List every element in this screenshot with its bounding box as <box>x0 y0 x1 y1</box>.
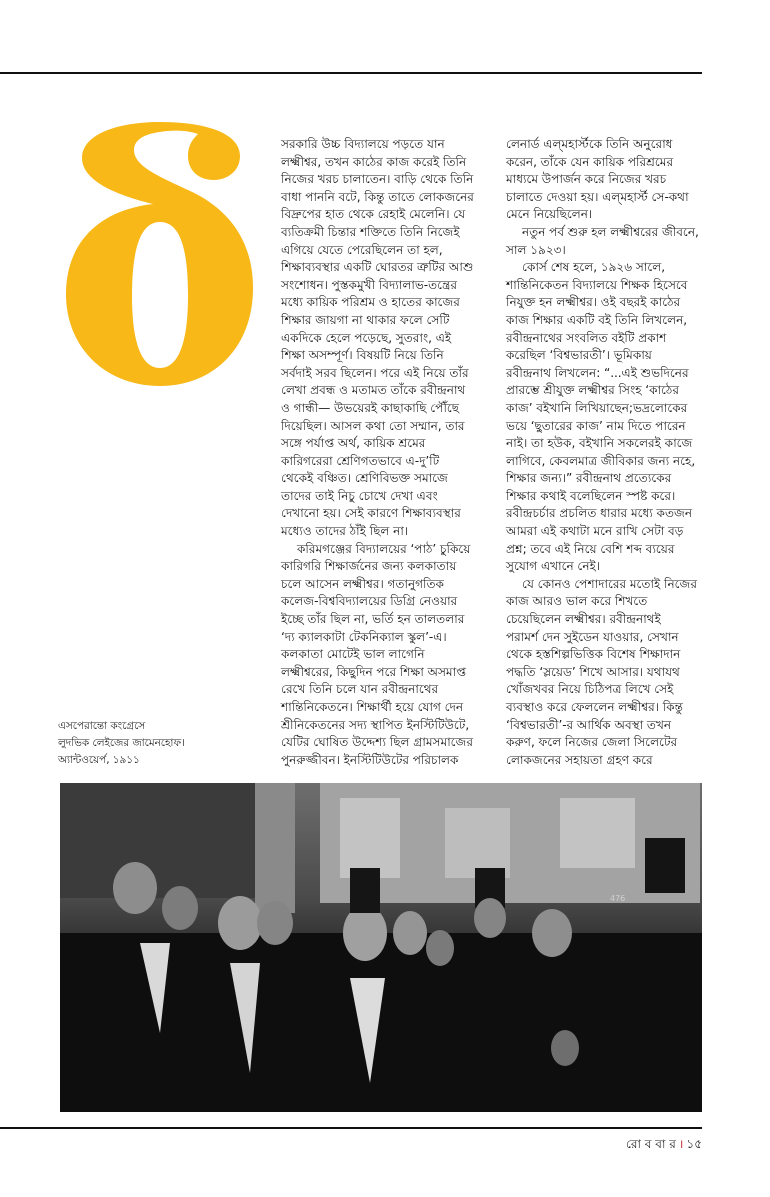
article-line: ও গান্ধী— উভয়েরই কাছাকাছি পৌঁছে <box>281 400 460 415</box>
facade-panel <box>560 798 635 868</box>
article-line: দিয়েছিল। আসল কথা তো সম্মান, তার <box>281 418 465 433</box>
article-line: চালাতে দেওয়া হয়। এল্‌মহার্স্ট সে-কথা <box>506 189 689 204</box>
article-line: ইচ্ছে তাঁর ছিল না, ভর্তি হন তালতলার <box>281 612 465 627</box>
article-column-right <box>506 136 756 769</box>
publication-name: রো ব বা র <box>626 1137 676 1151</box>
article-line: সঙ্গে পর্যাপ্ত অর্থ, কায়িক শ্রমের <box>281 436 426 451</box>
folio-separator: । <box>678 1137 684 1151</box>
article-line: লক্ষ্মীশ্বর, তখন কাঠের কাজ করেই তিনি <box>281 154 467 169</box>
article-line: শ্রীনিকেতনের সদ্য স্থাপিত ইনস্টিটিউটে, <box>281 717 470 732</box>
article-line: থেকেই বঞ্চিত। শ্রেণিবিভক্ত সমাজে <box>281 471 448 486</box>
article-line: তাদের তাই নিচু চোখে দেখা এবং <box>281 488 438 503</box>
article-line: পরামর্শ দেন সুইডেন যাওয়ার, সেখান <box>506 629 679 644</box>
article-line: মধ্যেও তাদের ঠাঁই ছিল না। <box>281 524 409 539</box>
article-line: শিক্ষার জন্য।” রবীন্দ্রনাথ প্রত্যেকের <box>506 471 672 486</box>
article-line: চলে আসেন লক্ষ্মীশ্বর। গতানুগতিক <box>281 576 444 591</box>
article-line: সুযোগ এখানে নেই। <box>506 559 601 574</box>
article-line: ব্যতিক্রমী চিন্তার শক্তিতে তিনি নিজেই <box>281 224 460 239</box>
article-line: লেনার্ড এল্‌মহার্স্টকে তিনি অনুরোধ <box>506 137 673 151</box>
article-line: দেখানো হয়। সেই কারণে শিক্ষাব্যবস্থার <box>281 506 461 521</box>
article-line: কোর্স শেষ হলে, ১৯২৬ সালে, <box>522 260 665 275</box>
article-line: ‘বিশ্বভারতী’-র আর্থিক অবস্থা তখন <box>506 717 672 732</box>
dropcap-glyph-icon <box>48 118 258 388</box>
article-line: একদিকে হেলে পড়েছে, সুতরাং, এই <box>281 330 452 345</box>
article-line: রেখে তিনি চলে যান রবীন্দ্রনাথের <box>281 682 439 697</box>
article-line: সর্বদাই সরব ছিলেন। পরে এই নিয়ে তাঁর <box>281 365 469 380</box>
caption-line: এসপেরান্তো কংগ্রেসে <box>58 720 146 732</box>
historical-photo <box>60 783 702 1112</box>
article-line: কাজ আরও ভাল করে শিখতে <box>506 594 648 609</box>
article-line: শিক্ষা অসম্পূর্ণ। বিষয়টি নিয়ে তিনি <box>281 348 444 363</box>
footer-rule <box>0 1127 702 1129</box>
facade-panel <box>445 808 510 878</box>
dropcap-numeral-text <box>48 388 49 389</box>
article-line: শিক্ষার জায়গা না থাকার ফলে সেটি <box>281 312 450 327</box>
article-line: নাই। তা হউক, বইখানি সকলেরই কাজে <box>506 436 693 451</box>
article-line: লোকজনের সহায়তা গ্রহণ করে <box>506 752 653 767</box>
article-line: সংশোধন। পুস্তকমুখী বিদ্যালাভ-তন্ত্রের <box>281 277 458 292</box>
article-line: পদ্ধতি ‘স্লয়েড’ শিখে আসার। যথাযথ <box>506 664 680 679</box>
article-line: সাল ১৯২৩। <box>506 242 566 257</box>
article-line: করিমগঞ্জের বিদ্যালয়ের ‘পাঠ’ চুকিয়ে <box>297 541 471 556</box>
article-line: করুণ, ফলে নিজের জেলা সিলেটের <box>506 735 678 750</box>
dropcap-numeral <box>48 118 258 388</box>
article-line: নতুন পর্ব শুরু হল লক্ষ্মীশ্বরের জীবনে, <box>522 224 699 239</box>
helmet-badge-number: 476 <box>610 894 626 903</box>
article-line: সরকারি উচ্চ বিদ্যালয়ে পড়তে যান <box>281 137 445 151</box>
article-line: নিযুক্ত হন লক্ষ্মীশ্বর। ওই বছরই কাঠের <box>506 295 681 310</box>
article-line: শিক্ষাব্যবস্থার একটি ঘোরতর ত্রুটির আশু <box>281 260 474 275</box>
article-line: নিজের খরচ চালাতেন। বাড়ি থেকে তিনি <box>281 172 474 187</box>
article-line: মেনে নিয়েছিলেন। <box>506 207 593 222</box>
article-line: ‘দ্য ক্যালকাটা টেকনিক্যাল স্কুল’-এ। <box>281 629 447 644</box>
article-line: রবীন্দ্রচর্চার প্রচলিত ধারার মধ্যে কতজন <box>506 506 692 521</box>
header-rule <box>0 72 702 74</box>
article-line: কলকাতা মোটেই ভাল লাগেনি <box>281 647 425 662</box>
photo-caption <box>58 718 258 769</box>
article-line: কাজ’ বইখানি লিখিয়াছেন;ভদ্রলোকের <box>506 400 688 415</box>
article-line: রবীন্দ্রনাথ লিখলেন: “...এই শুভদিনের <box>506 365 689 380</box>
article-line: যেটির ঘোষিত উদ্দেশ্য ছিল গ্রামসমাজের <box>281 735 473 750</box>
article-line: লক্ষ্মীশ্বরের, কিছুদিন পরে শিক্ষা অসমাপ্ত <box>281 664 467 679</box>
article-line: মাধ্যমে উপার্জন করে নিজের খরচ <box>506 172 667 187</box>
article-line: করেন, তাঁকে যেন কায়িক পরিশ্রমের <box>506 154 674 169</box>
article-line: করেছিল ‘বিশ্বভারতী’। ভূমিকায় <box>506 348 652 363</box>
article-line: কাজ শিক্ষার একটি বই তিনি লিখলেন, <box>506 312 688 327</box>
article-line: বিদ্রুপের হাত থেকে রেহাই মেলেনি। যে <box>281 207 466 222</box>
building-left <box>60 783 260 898</box>
article-line: কারিগরি শিক্ষার্জনের জন্য কলকাতায় <box>281 559 457 574</box>
article-line: প্রশ্ন; তবে এই নিয়ে বেশি শব্দ ব্যয়ের <box>506 541 675 556</box>
article-line: যে কোনও পেশাদারের মতোই নিজের <box>522 576 697 591</box>
article-line: প্রারম্ভে শ্রীযুক্ত লক্ষ্মীশ্বর সিংহ ‘কাঠের <box>506 383 679 398</box>
page-footer <box>626 1135 702 1156</box>
article-line: মধ্যে কায়িক পরিশ্রম ও হাতের কাজের <box>281 295 460 310</box>
article-line: লেখা প্রবন্ধ ও মতামত তাঁকে রবীন্দ্রনাথ <box>281 383 466 398</box>
article-line: আমরা এই কথাটা মনে রাখি সেটা বড় <box>506 524 684 539</box>
article-line: শান্তিনিকেতন বিদ্যালয়ে শিক্ষক হিসেবে <box>506 277 688 292</box>
article-line: কারিগরেরা শ্রেণিগতভাবে এ-দু’টি <box>281 453 440 468</box>
article-line: শান্তিনিকেতনে। শিক্ষার্থী হয়ে যোগ দেন <box>281 700 464 714</box>
article-line: বাধা পাননি বটে, কিন্তু তাতে লোকজনের <box>281 189 474 204</box>
article-line: কলেজ-বিশ্ববিদ্যালয়ের ডিগ্রি নেওয়ার <box>281 594 458 609</box>
article-line: খোঁজখবর নিয়ে চিঠিপত্র লিখে সেই <box>506 682 674 697</box>
caption-line: লুদভিক লেইজের জামেনহোফ। <box>58 737 185 749</box>
caption-line: অ্যান্টওয়ের্প, ১৯১১ <box>58 754 140 766</box>
article-line: ভয়ে ‘ছুতারের কাজ’ নাম দিতে পারেন <box>506 418 686 433</box>
column-pillar <box>255 783 295 913</box>
article-line: এগিয়ে যেতে পেরেছিলেন তা হল, <box>281 242 443 257</box>
article-line: শিক্ষার কথাই বলেছিলেন স্পষ্ট করে। <box>506 488 676 503</box>
page-number: ১৫ <box>686 1137 702 1151</box>
article-line: পুনরুজ্জীবন। ইনস্টিটিউটের পরিচালক <box>281 752 459 767</box>
article-line: চেয়েছিলেন লক্ষ্মীশ্বর। রবীন্দ্রনাথই <box>506 612 661 627</box>
facade-panel <box>340 798 400 878</box>
article-line: লাগিবে, কেবলমাত্র জীবিকার জন্য নহে, <box>506 453 696 468</box>
article-column-left <box>281 136 503 769</box>
article-line: ব্যবস্থাও করে ফেললেন লক্ষ্মীশ্বর। কিন্তু <box>506 700 683 714</box>
article-line: রবীন্দ্রনাথের সংবলিত বইটি প্রকাশ <box>506 330 667 345</box>
article-line: থেকে হস্তশিল্পভিত্তিক বিশেষ শিক্ষাদান <box>506 647 681 662</box>
